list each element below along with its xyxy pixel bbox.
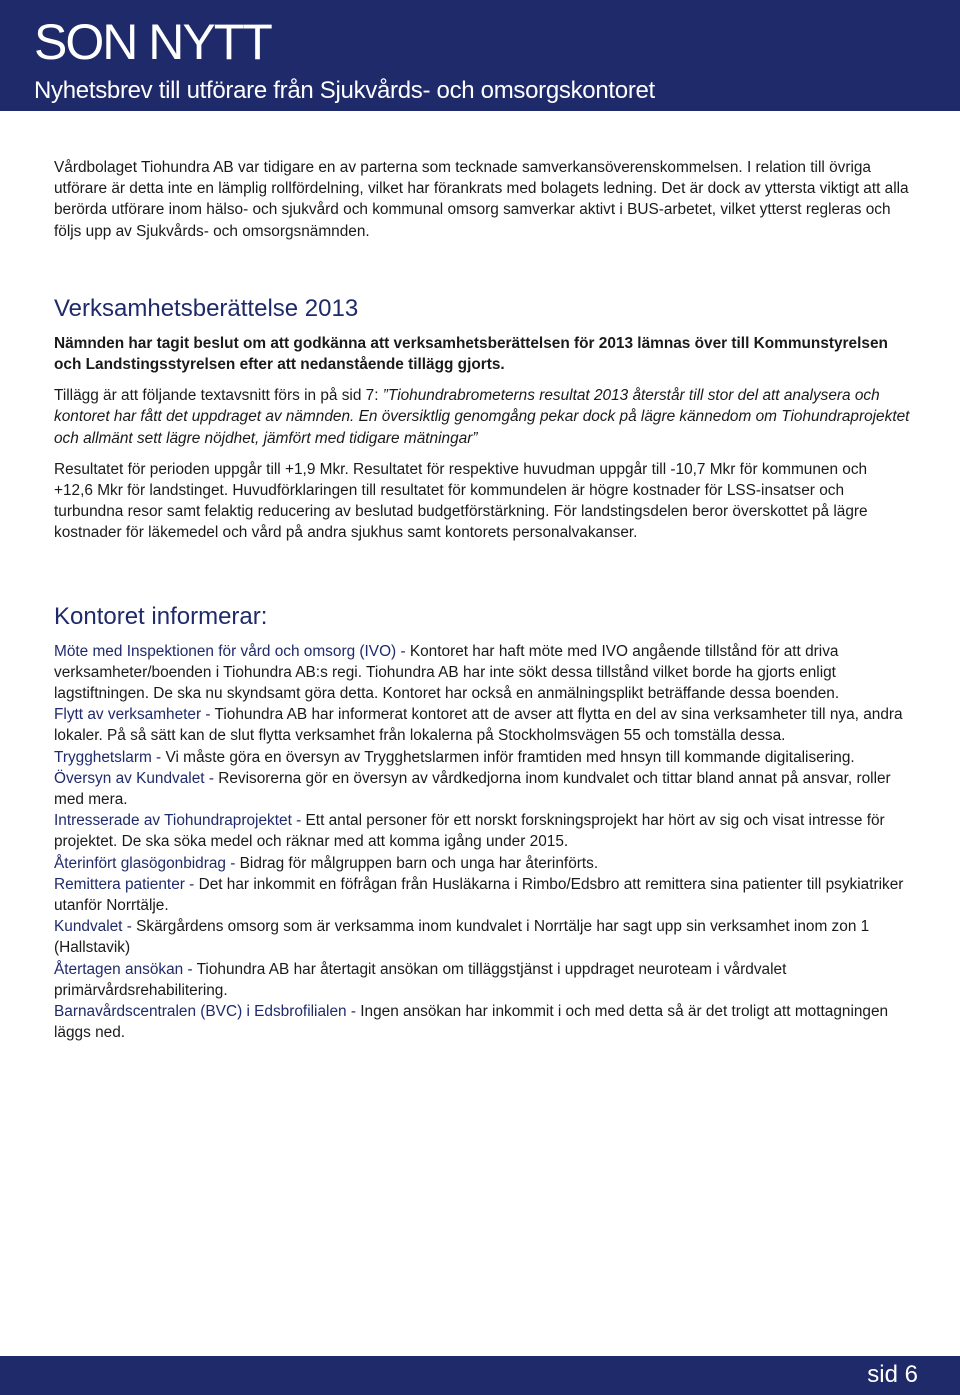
item-text: Bidrag för målgruppen barn och unga har återinförts. bbox=[235, 854, 599, 872]
item-text: Kontoret har haft möte med IVO angående tillstånd för att driva verksamheter/boenden i Tiohundra AB:s regi. Tiohundra AB har inte sökt dessa tillstånd vilket borde ha gjorts enligt lagstiftningen. De ska nu skyndsamt göra detta. Kontoret har också en anmälningsplikt beträffande dessa boenden. bbox=[54, 642, 840, 703]
intro-paragraph: Vårdbolaget Tiohundra AB var tidigare en av parterna som tecknade samverkansöverenskommelsen. I relation till övriga utförare är detta inte en lämplig rollfördelning, vilket har förankrats med bolagets ledning. Det är dock av yttersta viktigt att alla berörda utförare inom hälso- och sjukvård och kommunal omsorg samverkar aktivt i BUS-arbetet, vilket ytterst regleras och följs upp av Sjukvårds- och omsorgsnämnden. bbox=[54, 159, 909, 240]
main-content bbox=[54, 157, 910, 1044]
footer-bar bbox=[0, 1356, 960, 1395]
item-label: Barnavårdscentralen (BVC) i Edsbrofilialen - bbox=[54, 1003, 356, 1021]
item-text: Tiohundra AB har informerat kontoret att de avser att flytta en del av sina verksamheter till nya, andra lokaler. På så sätt kan de slut flytta verksamhet från lokalerna på Stockholmsvägen 55 och tomställa dessa. bbox=[54, 706, 903, 745]
info-list bbox=[54, 641, 910, 1044]
list-item bbox=[54, 747, 910, 768]
newsletter-subtitle: Nyhetsbrev till utförare från Sjukvårds- och omsorgskontoret bbox=[34, 77, 655, 104]
list-item bbox=[54, 959, 910, 1001]
item-text: Skärgårdens omsorg som är verksamma inom kundvalet i Norrtälje har sagt upp sin verksamhet inom zon 1 (Hallstavik) bbox=[54, 918, 870, 957]
item-label: Möte med Inspektionen för vård och omsorg (IVO) - bbox=[54, 642, 406, 660]
list-item bbox=[54, 853, 910, 874]
addition-quote: ”Tiohundrabrometerns resultat 2013 återstår till stor del att analysera och kontoret har fått det uppdraget av nämnden. En översiktlig genomgång pekar dock på lägre kännedom om Tiohundraprojektet och allmänt sett lägre nöjdhet, jämfört med tidigare mätningar” bbox=[54, 387, 910, 447]
addition-prefix: Tillägg är att följande textavsnitt förs in på sid 7: bbox=[54, 387, 383, 405]
list-item bbox=[54, 704, 910, 746]
newsletter-title: SON NYTT bbox=[34, 14, 271, 70]
item-label: Trygghetslarm - bbox=[54, 748, 162, 766]
item-label: Intresserade av Tiohundraprojektet - bbox=[54, 812, 302, 830]
item-label: Flytt av verksamheter - bbox=[54, 706, 211, 724]
list-item bbox=[54, 874, 910, 916]
result-paragraph: Resultatet för perioden uppgår till +1,9 Mkr. Resultatet för respektive huvudman uppgår till -10,7 Mkr för kommunen och +12,6 Mkr för landstinget. Huvudförklaringen till resultatet för kommundelen är högre kostnader för LSS-insatser och turbundna resor samt felaktig reducering av beslutad budgetförstärkning. För landstingsdelen beror överskottet på lägre kostnader för läkemedel och vård på andra sjukhus samt kontorets personalvakanser. bbox=[54, 460, 868, 542]
list-item bbox=[54, 810, 910, 852]
item-label: Remittera patienter - bbox=[54, 875, 195, 893]
item-text: Ett antal personer för ett norskt forskningsprojekt har hört av sig och visat intresse för projektet. De ska söka medel och räknar med att komma igång under 2015. bbox=[54, 812, 885, 851]
item-label: Översyn av Kundvalet - bbox=[54, 769, 214, 787]
item-label: Kundvalet - bbox=[54, 918, 132, 936]
item-text: Revisorerna gör en översyn av vårdkedjorna inom kundvalet och tittar bland annat på ansvar, roller med mera. bbox=[54, 769, 891, 809]
item-text: Tiohundra AB har återtagit ansökan om tilläggstjänst i uppdraget neuroteam i vårdvalet primärvårdsrehabilitering. bbox=[54, 960, 787, 999]
item-text: Vi måste göra en översyn av Trygghetslarmen inför framtiden med hnsyn till kommande digitalisering. bbox=[161, 748, 855, 766]
item-text: Ingen ansökan har inkommit i och med detta så är det troligt att mottagningen läggs ned. bbox=[54, 1003, 889, 1042]
section-title-kontoret-informerar: Kontoret informerar: bbox=[54, 602, 268, 630]
list-item bbox=[54, 768, 910, 810]
decision-paragraph: Nämnden har tagit beslut om att godkänna att verksamhetsberättelsen för 2013 lämnas över till Kommunstyrelsen och Landstingsstyrelsen efter att nedanstående tillägg gjorts. bbox=[54, 334, 888, 374]
section-title-verksamhetsberattelse: Verksamhetsberättelse 2013 bbox=[54, 294, 359, 322]
list-item bbox=[54, 916, 910, 958]
page-number: sid 6 bbox=[867, 1361, 918, 1388]
list-item bbox=[54, 1001, 910, 1043]
addition-paragraph bbox=[54, 385, 910, 449]
item-label: Återinfört glasögonbidrag - bbox=[54, 854, 236, 872]
list-item bbox=[54, 641, 910, 705]
item-label: Återtagen ansökan - bbox=[54, 960, 193, 978]
header-banner bbox=[0, 0, 960, 111]
item-text: Det har inkommit en föfrågan från Husläkarna i Rimbo/Edsbro att remittera sina patienter till psykiatriker utanför Norrtälje. bbox=[54, 875, 904, 915]
